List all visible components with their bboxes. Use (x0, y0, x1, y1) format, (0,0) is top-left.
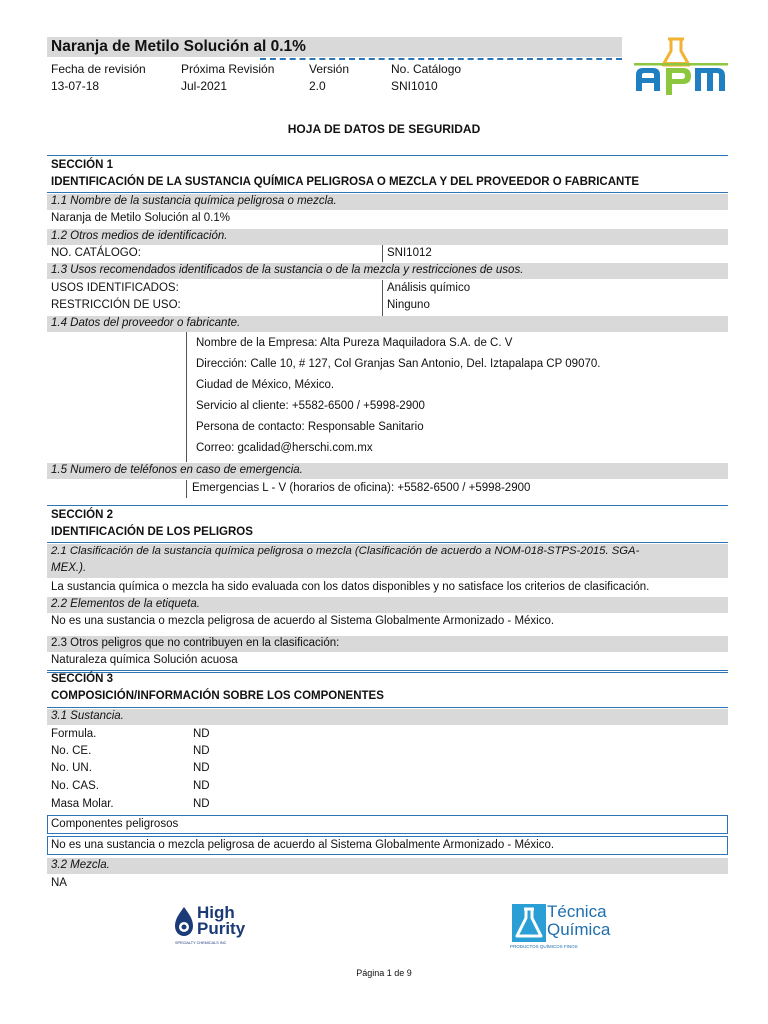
supplier-line: Dirección: Calle 10, # 127, Col Granjas San Antonio, Del. Iztapalapa CP 09070. (196, 358, 601, 370)
subsection-3-1-heading: 3.1 Sustancia. (51, 710, 124, 722)
column-divider (382, 280, 383, 316)
supplier-email: Correo: gcalidad@herschi.com.mx (196, 442, 373, 454)
supplier-line: Servicio al cliente: +5582-6500 / +5998-2900 (196, 400, 425, 412)
hazardous-components-text: No es una sustancia o mezcla peligrosa de acuerdo al Sistema Globalmente Armonizado - México. (51, 839, 555, 851)
supplier-line: Ciudad de México, México. (196, 379, 335, 391)
subsection-2-3-heading: 2.3 Otros peligros que no contribuyen en la clasificación: (51, 637, 340, 649)
column-divider (186, 332, 187, 462)
high-purity-line1: High (197, 903, 235, 922)
document-title: Naranja de Metilo Solución al 0.1% (51, 38, 306, 55)
tecnica-quimica-line2: Química (547, 920, 611, 939)
sheet-title: HOJA DE DATOS DE SEGURIDAD (287, 122, 481, 136)
section-3-subtitle: COMPOSICIÓN/INFORMACIÓN SOBRE LOS COMPONENTES (51, 690, 384, 702)
chemical-nature: Naturaleza química Solución acuosa (51, 654, 238, 666)
version-label: Versión (309, 62, 350, 76)
subsection-3-2-row (47, 858, 728, 874)
tecnica-quimica-logo (510, 902, 647, 954)
subsection-1-2-heading: 1.2 Otros medios de identificación. (51, 230, 228, 242)
column-divider (186, 480, 187, 498)
subsection-2-1-heading: 2.1 Clasificación de la sustancia química peligrosa o mezcla (Clasificación de acuerdo a NOM-018-STPS-2015. SGA- (51, 545, 640, 557)
property-label: No. UN. (51, 762, 92, 774)
emergency-phone: Emergencias L - V (horarios de oficina): +5582-6500 / +5998-2900 (192, 482, 531, 494)
section-1-title: SECCIÓN 1 (51, 159, 113, 171)
section-2-subtitle: IDENTIFICACIÓN DE LOS PELIGROS (51, 526, 253, 538)
section-3-top-rule (47, 670, 728, 673)
column-divider (382, 245, 383, 262)
mixture-value: NA (51, 877, 67, 889)
catalog-label: No. Catálogo (391, 62, 462, 76)
section-3-title: SECCIÓN 3 (51, 673, 113, 685)
section-2-bottom-rule (47, 542, 728, 543)
tecnica-quimica-line1: Técnica (547, 902, 607, 921)
use-restriction-value: Ninguno (387, 299, 430, 311)
section-3-bottom-rule (47, 707, 728, 708)
tecnica-quimica-tagline: PRODUCTOS QUÍMICOS FINOS (510, 944, 578, 949)
high-purity-tagline: SPECIALTY CHEMICALS INC (175, 941, 227, 945)
subsection-3-1-row (47, 709, 728, 725)
next-revision-label: Próxima Revisión (181, 62, 275, 76)
property-value: ND (193, 728, 210, 740)
catalog-no-value: SNI1012 (387, 247, 432, 259)
section-1-bottom-rule (47, 192, 728, 193)
property-label: No. CE. (51, 745, 92, 757)
identified-uses-label: USOS IDENTIFICADOS: (51, 282, 179, 294)
subsection-1-5-heading: 1.5 Numero de teléfonos en caso de emergencia. (51, 464, 303, 476)
section-1-subtitle: IDENTIFICACIÓN DE LA SUSTANCIA QUÍMICA PELIGROSA O MEZCLA Y DEL PROVEEDOR O FABRICANTE (51, 176, 640, 188)
catalog-no-label: NO. CATÁLOGO: (51, 247, 141, 259)
supplier-line: Nombre de la Empresa: Alta Pureza Maquiladora S.A. de C. V (196, 337, 513, 349)
property-value: ND (193, 798, 210, 810)
hazardous-components-label: Componentes peligrosos (51, 818, 179, 830)
identified-uses-value: Análisis químico (387, 282, 471, 294)
flame-drop-icon (173, 906, 195, 944)
subsection-1-3-heading: 1.3 Usos recomendados identificados de la sustancia o de la mezcla y restricciones de usos. (51, 264, 524, 276)
classification-statement: La sustancia química o mezcla ha sido evaluada con los datos disponibles y no satisface los criterios de clasificación. (51, 581, 650, 593)
subsection-1-1-heading: 1.1 Nombre de la sustancia química peligrosa o mezcla. (51, 195, 337, 207)
subsection-3-2-heading: 3.2 Mezcla. (51, 859, 110, 871)
property-value: ND (193, 745, 210, 757)
revision-date-label: Fecha de revisión (51, 62, 146, 76)
page-number: Página 1 de 9 (356, 968, 412, 978)
section-1-top-rule (47, 155, 728, 156)
flask-icon (512, 904, 546, 942)
property-label: No. CAS. (51, 780, 99, 792)
property-value: ND (193, 762, 210, 774)
section-2-title: SECCIÓN 2 (51, 509, 113, 521)
apm-logo (634, 35, 728, 97)
section-2-top-rule (47, 505, 728, 506)
label-elements-statement: No es una sustancia o mezcla peligrosa de acuerdo al Sistema Globalmente Armonizado - México. (51, 615, 555, 627)
property-value: ND (193, 780, 210, 792)
subsection-2-2-heading: 2.2 Elementos de la etiqueta. (51, 598, 200, 610)
dashed-divider (260, 58, 622, 60)
version-value: 2.0 (309, 79, 326, 93)
product-name: Naranja de Metilo Solución al 0.1% (51, 212, 230, 224)
supplier-line: Persona de contacto: Responsable Sanitario (196, 421, 424, 433)
subsection-2-1-heading-cont: MEX.). (51, 562, 87, 574)
property-label: Masa Molar. (51, 798, 114, 810)
catalog-value: SNI1010 (391, 79, 438, 93)
subsection-1-4-heading: 1.4 Datos del proveedor o fabricante. (51, 317, 241, 329)
next-revision-value: Jul-2021 (181, 79, 228, 93)
revision-date-value: 13-07-18 (51, 79, 100, 93)
use-restriction-label: RESTRICCIÓN DE USO: (51, 299, 181, 311)
high-purity-line2: Purity (197, 919, 246, 938)
property-label: Formula. (51, 728, 97, 740)
high-purity-logo (173, 904, 283, 952)
